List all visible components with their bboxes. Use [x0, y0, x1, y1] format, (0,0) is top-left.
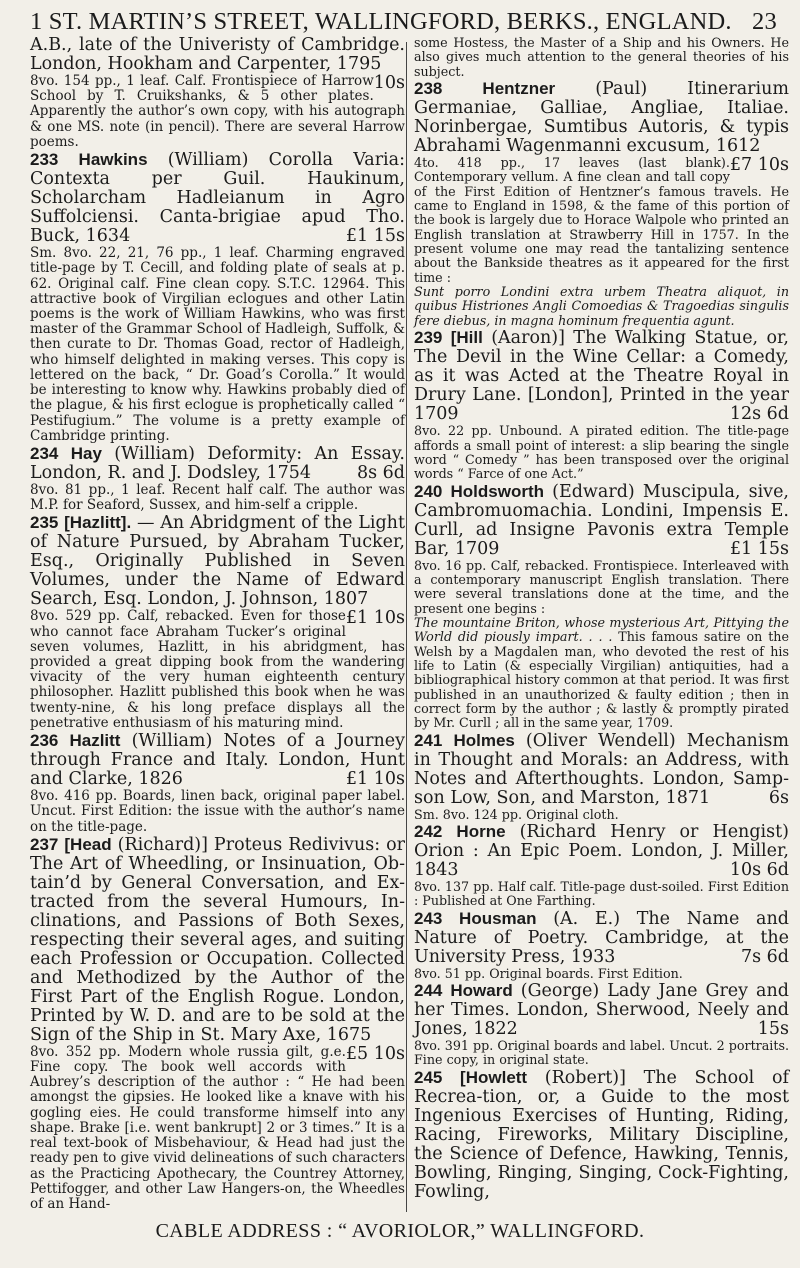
entry-title: (Richard)] Proteus Redivivus: or The Art of Wheedling, or Insinuation, Ob-tain’d by General Conversation, and Ex-tracted from the several Humours, In-clinations, and Passions of Both Sexes, respecting their several ages, and suiting each Profession or Occupation. Collected and Methodized by the Author of the First Part of the English Rogue. London, Printed by W. D. and are to be sold at the Sign of the Ship in St. Mary Axe, 1675 — [30, 834, 405, 1045]
entry-description: 8vo. 137 pp. Half calf. Title-page dust-soiled. First Edition : Published at One Farthing. — [414, 879, 789, 909]
catalogue-entry — [414, 822, 789, 909]
entry-author: [Hazlitt]. — [64, 513, 132, 533]
entry-price: £1 15s — [729, 538, 789, 559]
entry-number: 233 — [30, 150, 59, 170]
cable-address-footer: CABLE ADDRESS : “ AVORIOLOR,” WALLINGFORD. — [155, 1220, 645, 1242]
entry-author: Howard — [450, 981, 513, 1001]
entry-title: (Aaron)] The Walking Statue, or, The Devil in the Wine Cellar: a Comedy, as it was Acted at the Theatre Royal in Drury Lane. [London], Printed in the year 1709 — [414, 328, 789, 425]
catalogue-entry — [30, 444, 405, 513]
entry-description: Sm. 8vo. 22, 21, 76 pp., 1 leaf. Charming engraved title-page by T. Cecill, and folding plate of seals at p. 62. Original calf. Fine clean copy. S.T.C. 12964. This attractive book of Virgilian eclogues and other Latin poems is the work of William Hawkins, who was first master of the Grammar School of Hadleigh, Suffolk, & then curate to Dr. Thomas Goad, rector of Hadleigh, who himself delighted in making verses. This copy is lettered on the back, “ Dr. Goad’s Corolla.” It would be interesting to know why. Hawkins probably died of the plague, & his first eclogue is prophetically called “ Pestifugium.” The volume is a pretty example of Cambridge printing. — [30, 245, 405, 444]
entry-description: 8vo. 81 pp., 1 leaf. Recent half calf. The author was M.P. for Seaford, Sussex, and him-self a cripple. — [30, 481, 405, 514]
entry-description: 8vo. 16 pp. Calf, rebacked. Frontispiece. Interleaved with a contemporary manuscript English translation. There were several translations done at the time, and the present one begins : — [414, 557, 789, 616]
entry-quotation: Sunt porro Londini extra urbem Theatra aliquot, in quibus Histriones Angli Comoedias & Tragoedias singulis fere diebus, in magna hominum frequentia agunt. — [414, 284, 789, 328]
entry-description: 8vo. 416 pp. Boards, linen back, original paper label. Uncut. First Edition: the issue with the author’s name on the title-page. — [30, 788, 405, 835]
entry-price: 10s — [373, 73, 405, 93]
entry-number: 234 — [30, 443, 59, 463]
entry-author: Housman — [459, 908, 537, 928]
entry-number: 245 — [414, 1067, 443, 1087]
entry-number: 241 — [414, 730, 443, 750]
entry-title: A.B., late of the Univeristy of Cambridge. London, Hookham and Carpenter, 1795 — [30, 35, 405, 74]
entry-description: 4to. 418 pp., 17 leaves (last blank). Contemporary vellum. A fine clean and tall copy of the First Edition of Hentzner’s famous travels. He came to England in 1598, & the fame of this portion of the book is largely due to Horace Walpole who printed an English translation at Strawberry Hill in 1757. In the present volume one may read the tantalizing sentence about the Bankside theatres as it appeared for the first time : — [414, 155, 789, 285]
catalogue-entry — [414, 909, 789, 981]
entry-title: (Robert)] The School of Recrea-tion, or, a Guide to the most Ingenious Exercises of Hunting, Riding, Racing, Fireworks, Military Discipline, the Science of Defence, Hawking, Tennis, Bowling, Ringing, Singing, Cock-Fighting, Fowling, — [414, 1067, 789, 1202]
entry-description: 8vo. 154 pp., 1 leaf. Calf. Frontispiece of Harrow School by T. Cruikshanks, & 5 other plates. Apparently the author’s own copy, with his autograph & one MS. note (in pencil). There are several Harrow poems. — [30, 73, 405, 150]
entry-title: (Edward) Muscipula, sive, Cambromuomachia. Londini, Impensis E. Curll, ad Insigne Pavonis extra Temple Bar, 1709 — [414, 481, 789, 559]
catalogue-entry — [30, 835, 405, 1212]
entry-price: 7s 6d — [740, 946, 789, 967]
entry-number: 242 — [414, 822, 443, 841]
entry-price: £1 10s — [345, 608, 405, 629]
entry-author: [Hill — [450, 328, 483, 348]
running-head: 1 ST. MARTIN’S STREET, WALLINGFORD, BERKS., ENGLAND. — [30, 8, 732, 35]
entry-number: 238 — [414, 79, 443, 99]
entry-author: [Howlett — [460, 1067, 528, 1087]
entry-quotation: The mountaine Briton, whose mysterious Art, Pittying the World did piously impart. . . . — [414, 614, 789, 645]
entry-description: 8vo. 391 pp. Original boards and label. Uncut. 2 portraits. Fine copy, in original state. — [414, 1038, 789, 1068]
entry-description: 8vo. 51 pp. Original boards. First Edition. — [414, 965, 683, 981]
entry-price: 8s 6d — [356, 462, 405, 483]
catalogue-entry-continuation — [414, 36, 789, 79]
entry-number: 240 — [414, 481, 443, 501]
entry-price: 15s — [757, 1019, 789, 1040]
left-column — [30, 36, 405, 1212]
catalogue-entry — [414, 981, 789, 1068]
entry-number: 235 — [30, 513, 59, 533]
catalogue-entry — [414, 482, 789, 731]
entry-title: (Oliver Wendell) Mechanism in Thought and Morals: an Address, with Notes and Afterthoughts. London, Samp-son Low, Son, and Marston, 1871 — [414, 730, 789, 808]
entry-title: (George) Lady Jane Grey and her Times. London, Sherwood, Neely and Jones, 1822 — [414, 981, 789, 1040]
catalogue-entry — [414, 328, 789, 481]
column-divider — [406, 42, 407, 1212]
entry-price: £1 15s — [345, 226, 405, 247]
page-number: 23 — [752, 8, 777, 35]
entry-price: £5 10s — [345, 1043, 405, 1064]
entry-author: [Head — [64, 834, 112, 854]
entry-title: (Paul) Itinerarium Germaniae, Galliae, Angliae, Italiae. Norinbergae, Sumtibus Autoris, & typis Abrahami Wagenmanni excusum, 1612 — [414, 79, 789, 157]
entry-author: Hazlitt — [69, 731, 121, 751]
entry-number: 237 — [30, 834, 59, 854]
entry-description: 8vo. 529 pp. Calf, rebacked. Even for those who cannot face Abraham Tucker’s original seven volumes, Hazlitt, in his abridgment, has provided a great dipping book from the wandering vivacity of the very human eighteenth century philosopher. Hazlitt published this book when he was twenty-nine, & his long preface displays all the penetrative enthusiasm of his maturing mind. — [30, 608, 405, 731]
entry-price: 10s 6d — [729, 860, 789, 880]
entry-title: (William) Corolla Varia: Contexta per Guil. Haukinum, Scholarcham Hadleianum in Agro Suffolciensi. Canta-brigiae apud Tho. Buck, 1634 — [30, 150, 405, 247]
catalogue-entry — [30, 513, 405, 731]
entry-number: 243 — [414, 908, 443, 928]
catalogue-entry — [414, 79, 789, 328]
entry-author: Hentzner — [482, 79, 556, 99]
entry-description: some Hostess, the Master of a Ship and his Owners. He also gives much attention to the general theories of his subject. — [414, 35, 789, 79]
entry-title: — An Abridgment of the Light of Nature Pursued, by Abraham Tucker, Esq., Originally Published in Seven Volumes, under the Name of Edward Search, Esq. London, J. Johnson, 1807 — [30, 513, 405, 610]
catalogue-entry-continuation — [30, 36, 405, 150]
entry-author: Holmes — [453, 730, 515, 750]
entry-title: (William) Notes of a Journey through France and Italy. London, Hunt and Clarke, 1826 — [30, 731, 405, 790]
catalogue-entry — [30, 150, 405, 444]
entry-author: Hay — [70, 443, 102, 463]
entry-description: Sm. 8vo. 124 pp. Original cloth. — [414, 806, 619, 822]
entry-author: Hawkins — [78, 150, 148, 170]
entry-price: £7 10s — [729, 155, 789, 176]
entry-title: (A. E.) The Name and Nature of Poetry. Cambridge, at the University Press, 1933 — [414, 908, 789, 967]
entry-description-continued: This famous satire on the Welsh by a Magdalen man, who devoted the rest of his life to Latin (& especially Virgilian) antiquities, had a bibliographical history common at that period. It was first published in an unauthorized & faulty edition ; then in correct form by the author ; & lastly & promptly pirated by Mr. Curll ; all in the same year, 1709. — [414, 629, 789, 731]
entry-description: 8vo. 352 pp. Modern whole russia gilt, g.e. Fine copy. The book well accords with Aubrey’s description of the author : “ He had been amongst the gipsies. He looked like a knave with his gogling eies. He could transforme himself into any shape. Brake [i.e. went bankrupt] 2 or 3 times.” It is a real text-book of Misbehaviour, & Head had just the ready pen to give vivid delineations of such characters as the Practicing Apothecary, the Countrey Attorney, Pettifogger, and other Law Hangers-on, the Wheedles of an Hand- — [30, 1043, 405, 1212]
entry-author: Horne — [456, 822, 506, 841]
entry-description: 8vo. 22 pp. Unbound. A pirated edition. The title-page affords a small point of interest: a slip bearing the single word “ Comedy ” has been transposed over the original words “ Farce of one Act.” — [414, 423, 789, 482]
right-column — [414, 36, 789, 1202]
entry-price: £1 10s — [345, 769, 405, 790]
catalogue-entry — [30, 731, 405, 835]
entry-number: 244 — [414, 981, 443, 1001]
entry-number: 236 — [30, 731, 59, 751]
entry-price: 12s 6d — [729, 404, 789, 425]
entry-author: Holdsworth — [450, 481, 544, 501]
catalogue-entry — [414, 731, 789, 822]
entry-price: 6s — [768, 787, 789, 808]
entry-title: (William) Deformity: An Essay. London, R. and J. Dodsley, 1754 — [30, 443, 405, 483]
entry-number: 239 — [414, 328, 443, 348]
catalogue-entry — [414, 1068, 789, 1202]
entry-title: (Richard Henry or Hengist) Orion : An Epic Poem. London, J. Miller, 1843 — [414, 822, 789, 880]
